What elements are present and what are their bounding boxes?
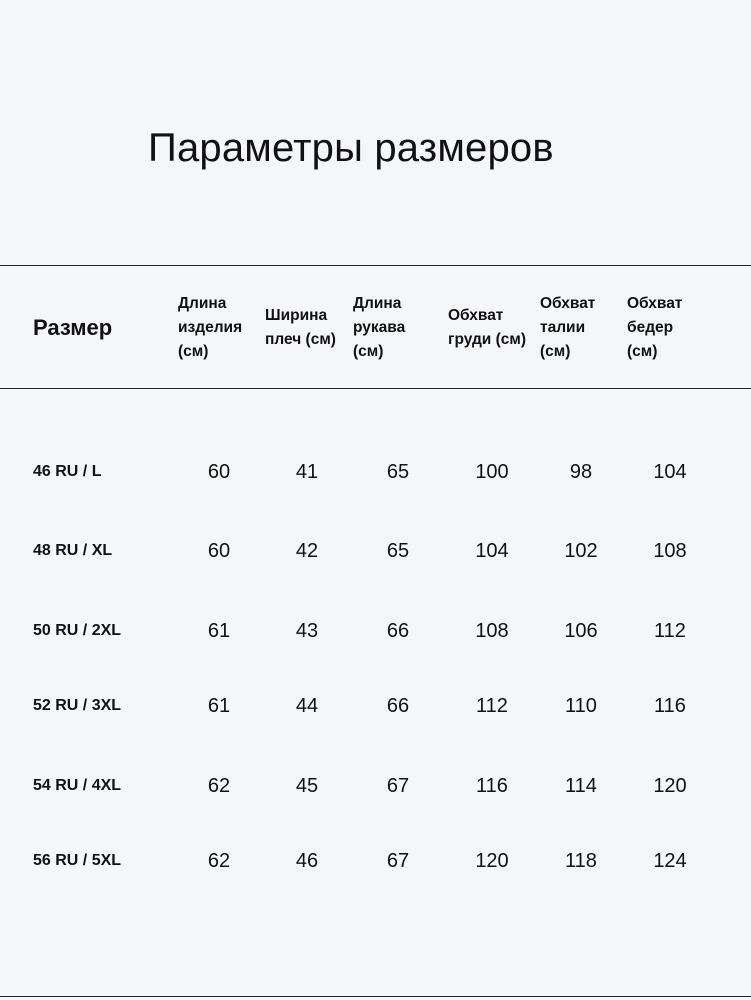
table-cell: 41 — [295, 461, 319, 483]
table-cell: 46 — [295, 850, 319, 872]
table-cell: 108 — [653, 540, 687, 562]
table-cell: 120 — [653, 775, 687, 797]
row-size-label: 54 RU / 4XL — [33, 777, 122, 794]
table-cell: 106 — [564, 620, 598, 642]
table-header-divider — [0, 388, 751, 389]
size-column-header: Размер — [33, 315, 113, 340]
row-size-label: 46 RU / L — [33, 463, 102, 480]
column-header-length: Длина изделия (см) — [178, 295, 243, 360]
row-size-label: 56 RU / 5XL — [33, 852, 122, 869]
table-bottom-divider — [0, 996, 751, 997]
table-cell: 45 — [295, 775, 319, 797]
table-cell: 65 — [386, 461, 410, 483]
table-cell: 114 — [565, 775, 597, 797]
table-cell: 42 — [295, 540, 319, 562]
column-header-waist: Обхват талии (см) — [540, 295, 596, 360]
table-cell: 116 — [654, 695, 686, 717]
table-cell: 60 — [207, 461, 231, 483]
table-cell: 65 — [386, 540, 410, 562]
table-cell: 104 — [653, 461, 687, 483]
table-cell: 102 — [564, 540, 598, 562]
table-cell: 110 — [565, 695, 597, 717]
column-header-shoulder-width: Ширина плеч (см) — [265, 307, 336, 348]
table-cell: 66 — [386, 620, 410, 642]
table-cell: 67 — [386, 775, 410, 797]
table-cell: 124 — [653, 850, 687, 872]
table-cell: 61 — [207, 695, 231, 717]
table-cell: 118 — [565, 850, 597, 872]
table-cell: 112 — [654, 620, 686, 642]
table-cell: 67 — [386, 850, 410, 872]
table-cell: 61 — [207, 620, 231, 642]
table-cell: 112 — [476, 695, 508, 717]
table-cell: 66 — [386, 695, 410, 717]
column-header-hips: Обхват бедер (см) — [627, 295, 683, 360]
table-cell: 44 — [295, 695, 319, 717]
table-cell: 62 — [207, 775, 231, 797]
table-cell: 98 — [569, 461, 593, 483]
row-size-label: 52 RU / 3XL — [33, 697, 122, 714]
table-cell: 120 — [475, 850, 509, 872]
table-cell: 116 — [476, 775, 508, 797]
table-cell: 108 — [475, 620, 509, 642]
row-size-label: 50 RU / 2XL — [33, 622, 122, 639]
table-cell: 62 — [207, 850, 231, 872]
table-cell: 104 — [475, 540, 509, 562]
column-header-sleeve-length: Длина рукава (см) — [353, 295, 406, 360]
table-cell: 43 — [295, 620, 319, 642]
row-size-label: 48 RU / XL — [33, 542, 113, 559]
table-cell: 60 — [207, 540, 231, 562]
column-header-chest: Обхват груди (см) — [448, 307, 527, 348]
page-title: Параметры размеров — [148, 126, 554, 170]
table-top-divider — [0, 265, 751, 266]
table-cell: 100 — [475, 461, 509, 483]
